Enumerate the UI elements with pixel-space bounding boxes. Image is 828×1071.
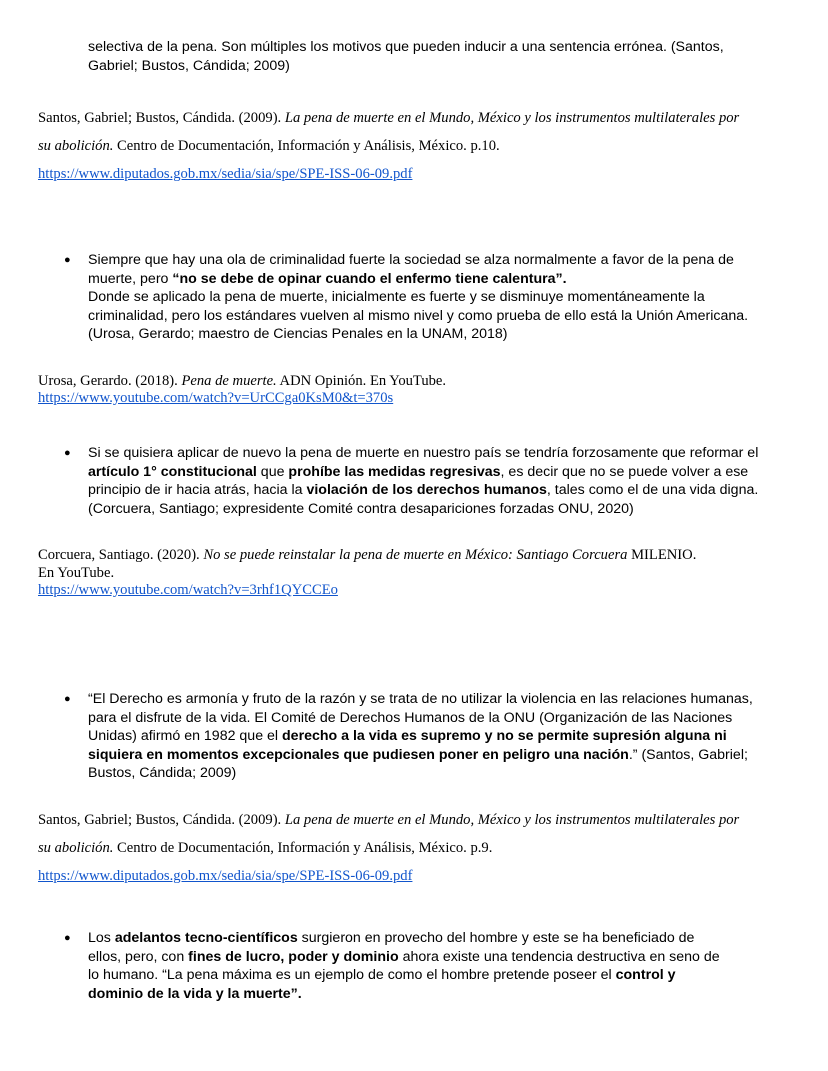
- top-paragraph-line: selectiva de la pena. Son múltiples los motivos que pueden inducir a una sentencia errónea. (Santos,: [88, 39, 724, 55]
- bullet-icon: ●: [64, 254, 71, 266]
- reference-line: [38, 862, 798, 890]
- reference-line: [38, 834, 798, 862]
- bold-phrase: prohíbe las medidas regresivas: [288, 463, 501, 480]
- reference-line: [38, 160, 798, 188]
- reference-publisher: Centro de Documentación, Información y Análisis, México. p.9.: [113, 840, 493, 856]
- reference-authors: Corcuera, Santiago. (2020).: [38, 547, 204, 563]
- bold-quote: “no se debe de opinar cuando el enfermo tiene calentura”.: [172, 270, 567, 287]
- reference-line: [38, 373, 798, 390]
- bullet-icon: ●: [64, 693, 71, 705]
- reference-authors: Santos, Gabriel; Bustos, Cándida. (2009).: [38, 110, 285, 126]
- reference-link[interactable]: https://www.diputados.gob.mx/sedia/sia/spe/SPE-ISS-06-09.pdf: [38, 166, 413, 182]
- reference-publisher: ADN Opinión. En YouTube.: [276, 373, 447, 389]
- reference-link[interactable]: https://www.diputados.gob.mx/sedia/sia/spe/SPE-ISS-06-09.pdf: [38, 868, 413, 884]
- reference-santos-p9: [38, 806, 798, 890]
- bold-phrase: violación de los derechos humanos: [306, 482, 547, 499]
- top-paragraph: [88, 38, 778, 75]
- reference-authors: Santos, Gabriel; Bustos, Cándida. (2009).: [38, 812, 285, 828]
- reference-line: [38, 390, 798, 407]
- bold-phrase: control y dominio de la vida y la muerte”.: [88, 967, 676, 1002]
- reference-publisher: MILENIO.: [627, 547, 697, 563]
- reference-line: En YouTube.: [38, 564, 115, 581]
- bold-phrase: derecho a la vida es supremo y no se permite supresión alguna ni siquiera en momentos excepcionales que pudiesen poner en peligro una nación: [88, 728, 727, 763]
- bold-phrase: adelantos tecno-científicos: [114, 930, 298, 946]
- bullet-text: Si se quisiera aplicar de nuevo la pena de muerte en nuestro país se tendría forzosamente que reformar el artículo 1° constitucional que prohíbe las medidas regresivas, es decir que no se puede volver a ese principio de ir hacia atrás, hacia la violación de los derechos humanos, tales como el de una vida digna. (Corcuera, Santiago; expresidente Comité contra desapariciones forzadas ONU, 2020): [88, 445, 759, 517]
- bullet-text: Donde se aplicado la pena de muerte, inicialmente es fuerte y se disminuye momentáneamente la criminalidad, pero los estándares vuelven al mismo nivel y como prueba de ello está la Unión Americana. (Urosa, Gerardo; maestro de Ciencias Penales en la UNAM, 2018): [88, 289, 749, 343]
- reference-authors: Urosa, Gerardo. (2018).: [38, 373, 182, 389]
- bullet-item-adelantos: [64, 929, 728, 1003]
- reference-title: su abolición.: [38, 840, 114, 856]
- reference-corcuera: [38, 547, 798, 600]
- reference-line: [38, 582, 798, 600]
- reference-line: [38, 806, 798, 834]
- reference-link[interactable]: https://www.youtube.com/watch?v=3rhf1QYCCEo: [38, 582, 338, 598]
- bullet-item-derecho-vida: [64, 690, 778, 783]
- bullet-icon: ●: [64, 932, 71, 944]
- reference-line: [38, 104, 798, 132]
- bold-phrase: fines de lucro, poder y dominio: [188, 948, 399, 965]
- reference-title: La pena de muerte en el Mundo, México y los instrumentos multilaterales por: [284, 110, 740, 126]
- bold-phrase: artículo 1° constitucional: [88, 463, 257, 480]
- reference-title: No se puede reinstalar la pena de muerte en México: Santiago Corcuera: [203, 547, 628, 563]
- top-paragraph-line: Gabriel; Bustos, Cándida; 2009): [88, 57, 290, 74]
- reference-santos-p10: [38, 104, 798, 188]
- bullet-text: “El Derecho es armonía y fruto de la razón y se trata de no utilizar la violencia en las relaciones humanas, para el disfrute de la vida. El Comité de Derechos Humanos de la ONU (Organización de las Naciones Unidas) afirmó en 1982 que el derecho a la vida es supremo y no se permite supresión alguna ni siquiera en momentos excepcionales que pudiesen poner en peligro una nación.” (Santos, Gabriel; Bustos, Cándida; 2009): [88, 691, 753, 782]
- bullet-icon: ●: [64, 447, 71, 459]
- reference-title: La pena de muerte en el Mundo, México y los instrumentos multilaterales por: [284, 812, 740, 828]
- reference-title: Pena de muerte.: [181, 373, 277, 389]
- bullet-item-criminalidad: [64, 251, 778, 344]
- reference-line: [38, 547, 798, 565]
- reference-publisher: Centro de Documentación, Información y Análisis, México. p.10.: [113, 138, 500, 154]
- reference-urosa: [38, 373, 798, 407]
- bullet-text: Los adelantos tecno-científicos surgieron en provecho del hombre y este se ha beneficiado de ellos, pero, con fines de lucro, poder y dominio ahora existe una tendencia destructiva en seno de lo humano. “La pena máxima es un ejemplo de como el hombre pretende poseer el control y dominio de la vida y la muerte”.: [88, 930, 720, 1002]
- bullet-text: Siempre que hay una ola de criminalidad fuerte la sociedad se alza normalmente a favor de la pena de muerte, pero “no se debe de opinar cuando el enfermo tiene calentura”.: [88, 252, 734, 287]
- reference-title: su abolición.: [38, 138, 114, 154]
- bullet-item-articulo-1: [64, 444, 768, 518]
- reference-link[interactable]: https://www.youtube.com/watch?v=UrCCga0KsM0&t=370s: [38, 390, 394, 406]
- reference-line: [38, 132, 798, 160]
